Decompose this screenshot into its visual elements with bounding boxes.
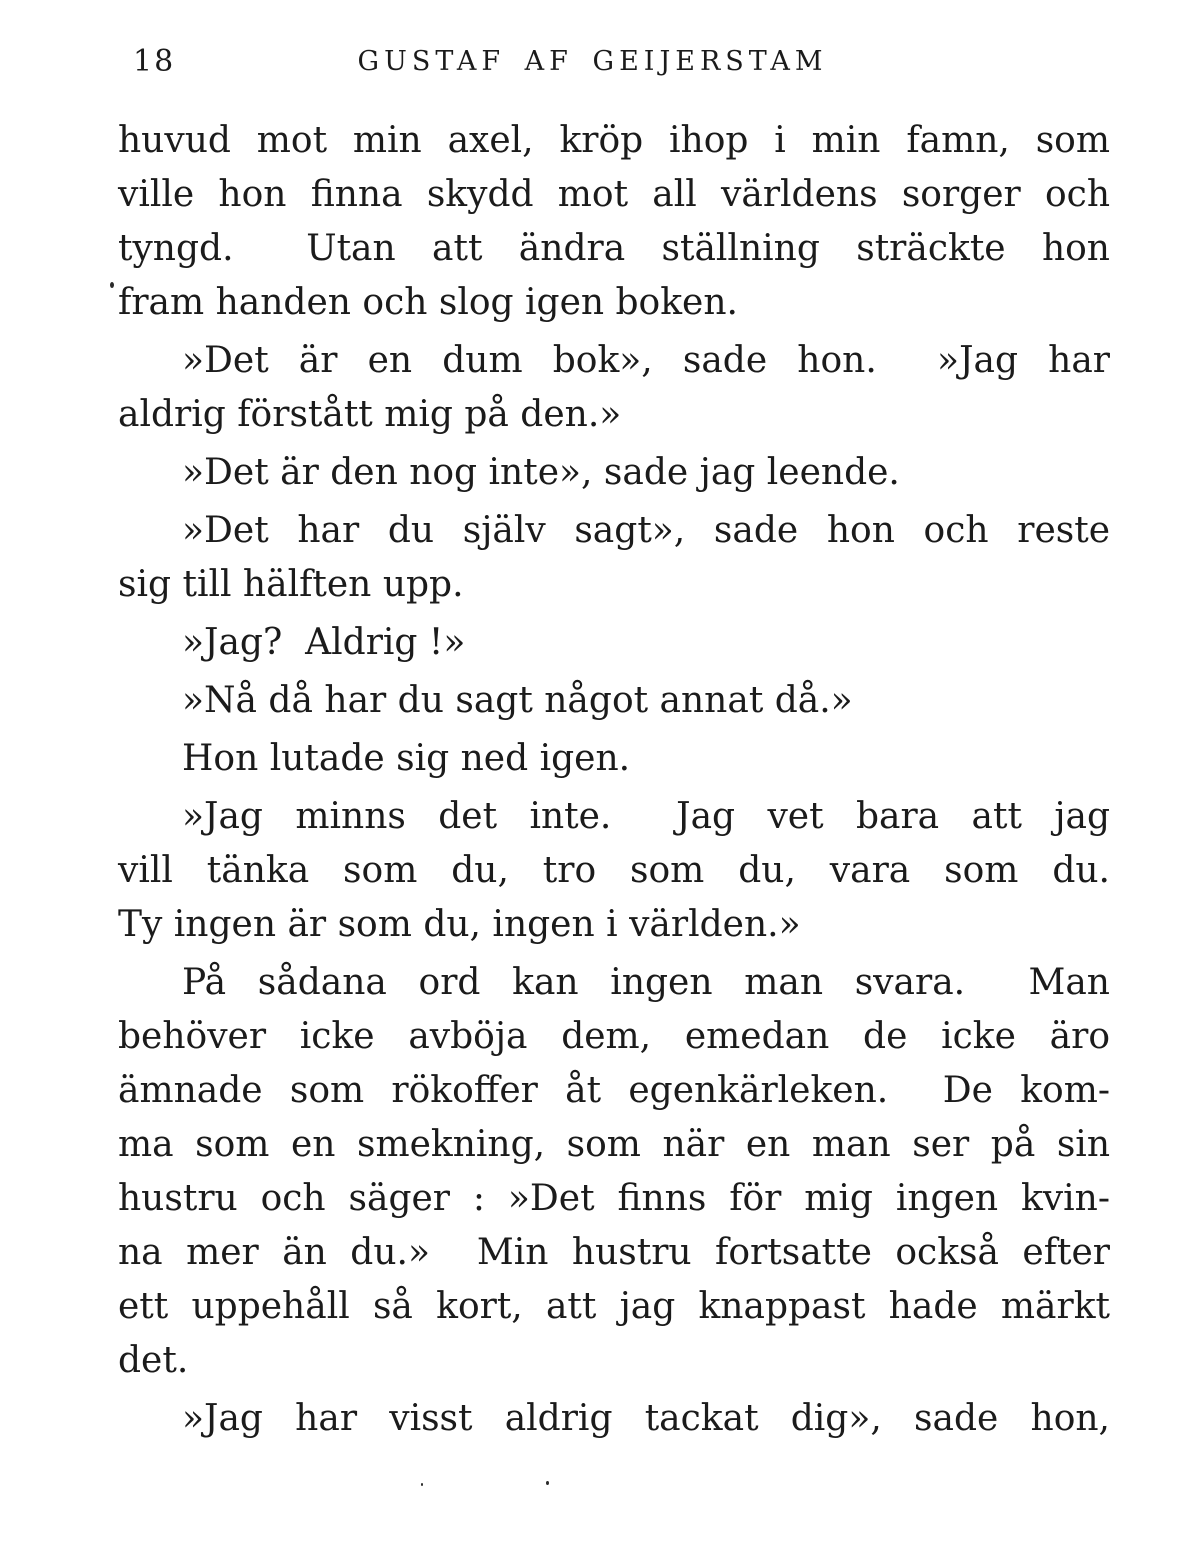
text-line: »Jag har visst aldrig tackat dig», sade hon,	[182, 1398, 1110, 1439]
text-line: aldrig förstått mig på den.»	[118, 394, 622, 435]
paragraph	[118, 114, 1110, 330]
paragraph	[118, 446, 1110, 500]
text-line: sig till hälften upp.	[118, 564, 464, 605]
paragraph	[118, 674, 1110, 728]
text-line: na mer än du.» Min hustru fortsatte också efter	[118, 1232, 1110, 1273]
text-line: ma som en smekning, som när en man ser på sin	[118, 1124, 1110, 1165]
running-header: GUSTAF AF GEIJERSTAM	[357, 46, 828, 77]
text-line: tyngd. Utan att ändra ställning sträckte hon	[118, 228, 1110, 269]
text-line: behöver icke avböja dem, emedan de icke äro	[118, 1016, 1110, 1057]
paragraph	[118, 1392, 1110, 1446]
text-line: det.	[118, 1340, 189, 1381]
text-line: »Det har du själv sagt», sade hon och reste	[182, 510, 1110, 551]
text-line: »Jag? Aldrig !»	[182, 622, 466, 663]
scan-speck	[421, 1483, 423, 1486]
paragraph	[118, 790, 1110, 952]
text-line: Hon lutade sig ned igen.	[182, 738, 631, 779]
text-line: vill tänka som du, tro som du, vara som du.	[118, 850, 1110, 891]
text-line: huvud mot min axel, kröp ihop i min famn, som	[118, 120, 1110, 161]
text-line: »Nå då har du sagt något annat då.»	[182, 680, 853, 721]
text-block	[118, 114, 1110, 1446]
paragraph	[118, 334, 1110, 442]
text-line: ville hon finna skydd mot all världens sorger och	[118, 174, 1110, 215]
text-line: Ty ingen är som du, ingen i världen.»	[118, 904, 801, 945]
paragraph	[118, 504, 1110, 612]
text-line: »Jag minns det inte. Jag vet bara att jag	[182, 796, 1110, 837]
text-line: På sådana ord kan ingen man svara. Man	[182, 962, 1110, 1003]
text-line: »Det är den nog inte», sade jag leende.	[182, 452, 900, 493]
text-line: »Det är en dum bok», sade hon. »Jag har	[182, 340, 1110, 381]
paragraph	[118, 956, 1110, 1388]
scan-speck	[110, 282, 114, 288]
text-line: fram handen och slog igen boken.	[118, 282, 738, 323]
paragraph	[118, 732, 1110, 786]
text-line: ämnade som rökoffer åt egenkärleken. De kom-	[118, 1070, 1110, 1111]
text-line: hustru och säger : »Det finns för mig ingen kvin-	[118, 1178, 1110, 1219]
page-number: 18	[133, 44, 176, 79]
scan-speck	[546, 1481, 549, 1485]
text-line: ett uppehåll så kort, att jag knappast hade märkt	[118, 1286, 1110, 1327]
paragraph	[118, 616, 1110, 670]
